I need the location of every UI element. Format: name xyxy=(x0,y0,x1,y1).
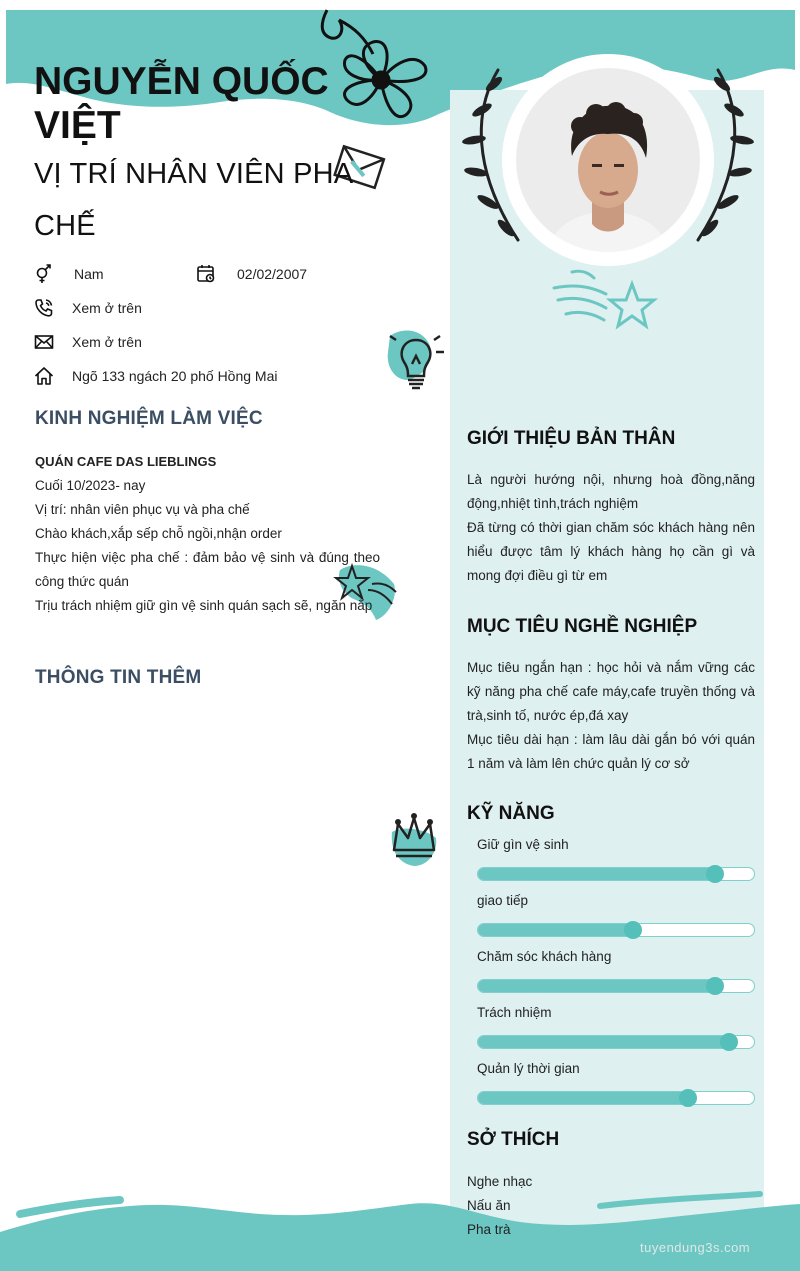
extra-info-heading: THÔNG TIN THÊM xyxy=(35,667,202,688)
skills-heading: KỸ NĂNG xyxy=(467,803,555,824)
experience-period: Cuối 10/2023- nay xyxy=(35,478,146,493)
hobby-item: Nghe nhạc xyxy=(467,1174,533,1189)
skill-bar-knob xyxy=(706,865,724,883)
skill-item xyxy=(477,949,755,993)
experience-line: Thực hiện việc pha chế : đảm bảo vệ sinh và đúng theo công thức quán xyxy=(35,550,380,589)
address-row xyxy=(34,366,277,386)
hobbies-heading: SỞ THÍCH xyxy=(467,1129,560,1150)
skill-label: giao tiếp xyxy=(477,893,529,908)
calendar-icon xyxy=(196,264,218,284)
avatar xyxy=(500,52,716,268)
goal-line: Mục tiêu dài hạn : làm lâu dài gắn bó với quán 1 năm và làm lên chức quản lý cơ sở xyxy=(467,732,755,771)
watermark: tuyendung3s.com xyxy=(640,1240,751,1255)
phone-value: Xem ở trên xyxy=(72,300,142,316)
skill-item xyxy=(477,893,755,937)
phone-row xyxy=(34,298,142,318)
company-name: QUÁN CAFE DAS LIEBLINGS xyxy=(35,454,217,469)
experience-line: Trịu trách nhiệm giữ gìn vệ sinh quán sạch sẽ, ngăn nắp xyxy=(35,598,373,613)
skill-item xyxy=(477,1005,755,1049)
email-row xyxy=(34,332,142,352)
about-heading: GIỚI THIỆU BẢN THÂN xyxy=(467,428,676,449)
skill-label: Quản lý thời gian xyxy=(477,1061,580,1076)
skill-bar xyxy=(477,1091,755,1105)
skill-bar-fill xyxy=(478,868,715,880)
skill-label: Chăm sóc khách hàng xyxy=(477,949,612,964)
candidate-name: NGUYỄN QUỐC VIỆT xyxy=(34,60,329,147)
about-section xyxy=(467,468,755,588)
phone-icon xyxy=(34,298,56,318)
hobby-item: Nấu ăn xyxy=(467,1198,511,1213)
birthday-row xyxy=(196,264,307,284)
skill-bar-fill xyxy=(478,980,715,992)
goal-line: Mục tiêu ngắn hạn : học hỏi và nắm vững các kỹ năng pha chế cafe máy,cafe truyền thống và trà,sinh tố, nước ép,đá xay xyxy=(467,660,755,723)
email-value: Xem ở trên xyxy=(72,334,142,350)
skill-bar xyxy=(477,923,755,937)
experience-line: Chào khách,xắp sếp chỗ ngồi,nhận order xyxy=(35,526,282,541)
skill-item xyxy=(477,837,755,881)
hobby-item: Pha trà xyxy=(467,1222,511,1237)
skill-bar xyxy=(477,1035,755,1049)
email-icon xyxy=(34,332,56,352)
skill-bar xyxy=(477,867,755,881)
star-swoosh-doodle-icon xyxy=(550,258,660,330)
skill-bar-knob xyxy=(679,1089,697,1107)
skill-bar-knob xyxy=(624,921,642,939)
skill-bar-knob xyxy=(720,1033,738,1051)
crown-doodle-icon xyxy=(388,810,440,868)
address-value: Ngõ 133 ngách 20 phố Hồng Mai xyxy=(72,368,278,384)
gender-row xyxy=(34,264,104,284)
bottom-brush-decoration xyxy=(0,1170,800,1271)
experience-section xyxy=(35,450,380,618)
birthday-value: 02/02/2007 xyxy=(237,266,308,282)
about-line: Đã từng có thời gian chăm sóc khách hàng nên hiểu được tâm lý khách hàng họ cần gì và mong đợi điều gì từ em xyxy=(467,520,755,583)
hobbies-list xyxy=(467,1170,532,1242)
gender-icon xyxy=(34,264,56,284)
gender-value: Nam xyxy=(74,266,104,282)
skill-bar-fill xyxy=(478,1092,688,1104)
skill-bar-fill xyxy=(478,1036,729,1048)
skill-bar-knob xyxy=(706,977,724,995)
skill-bar xyxy=(477,979,755,993)
skill-item xyxy=(477,1061,755,1105)
skill-bar-fill xyxy=(478,924,633,936)
job-position: VỊ TRÍ NHÂN VIÊN PHA CHẾ xyxy=(34,158,352,242)
career-goals-section xyxy=(467,656,755,776)
about-line: Là người hướng nội, nhưng hoà đồng,năng động,nhiệt tình,trách nghiệm xyxy=(467,472,755,511)
career-goals-heading: MỤC TIÊU NGHỀ NGHIỆP xyxy=(467,616,698,637)
skill-label: Trách nhiệm xyxy=(477,1005,552,1020)
lightbulb-doodle-icon xyxy=(384,324,450,398)
skill-label: Giữ gìn vệ sinh xyxy=(477,837,569,852)
home-icon xyxy=(34,366,56,386)
experience-heading: KINH NGHIỆM LÀM VIỆC xyxy=(35,408,263,429)
experience-line: Vị trí: nhân viên phục vụ và pha chế xyxy=(35,502,250,517)
